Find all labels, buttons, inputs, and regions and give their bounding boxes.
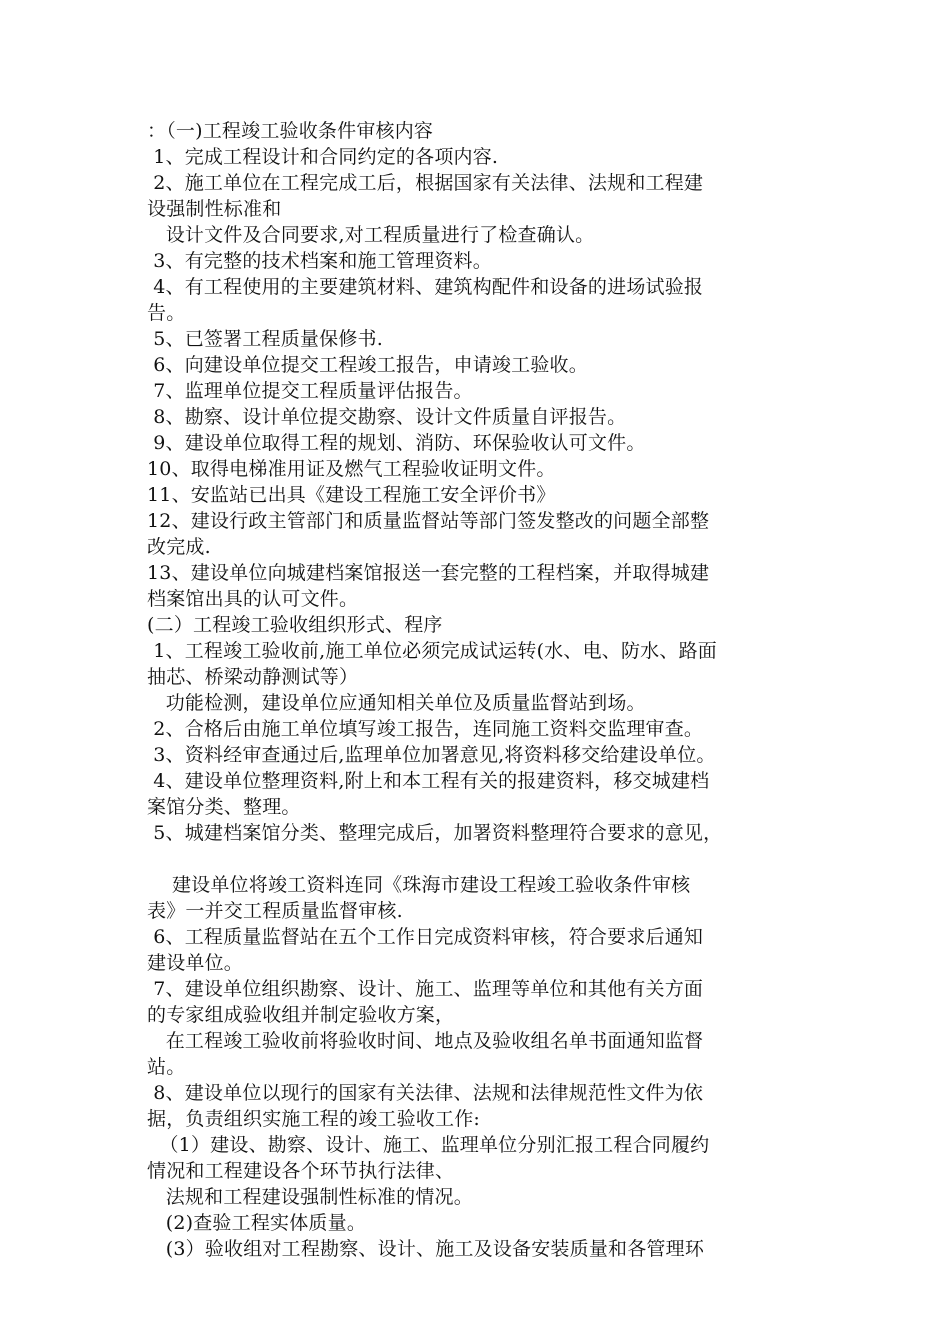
text-line: 4、建设单位整理资料,附上和本工程有关的报建资料，移交城建档 [147,770,710,792]
text-line: 10、取得电梯准用证及燃气工程验收证明文件。 [147,458,556,480]
text-line: (2)查验工程实体质量。 [147,1212,367,1234]
text-line: 在工程竣工验收前将验收时间、地点及验收组名单书面通知监督 [147,1030,704,1052]
text-line: 情况和工程建设各个环节执行法律、 [147,1160,455,1182]
text-line: 5、已签署工程质量保修书. [147,328,383,350]
text-line: （1）建设、勘察、设计、施工、监理单位分别汇报工程合同履约 [147,1134,710,1156]
text-line: 表》一并交工程质量监督审核. [147,900,403,922]
text-line: 法规和工程建设强制性标准的情况。 [147,1186,473,1208]
text-line: 13、建设单位向城建档案馆报送一套完整的工程档案，并取得城建 [147,562,710,584]
text-line: 的专家组成验收组并制定验收方案， [147,1004,455,1026]
text-line: 6、向建设单位提交工程竣工报告，申请竣工验收。 [147,354,588,376]
text-line: 2、合格后由施工单位填写竣工报告，连同施工资料交监理审查。 [147,718,704,740]
text-line: 2、施工单位在工程完成工后，根据国家有关法律、法规和工程建 [147,172,704,194]
section-heading-2: (二）工程竣工验收组织形式、程序 [147,614,443,636]
text-line: 3、有完整的技术档案和施工管理资料。 [147,250,492,272]
text-line: 12、建设行政主管部门和质量监督站等部门签发整改的问题全部整 [147,510,710,532]
text-line: 建设单位。 [147,952,244,974]
text-line: 站。 [147,1056,186,1078]
text-line: 11、安监站已出具《建设工程施工安全评价书》 [147,484,556,506]
text-line: 1、完成工程设计和合同约定的各项内容. [147,146,499,168]
text-line: 4、有工程使用的主要建筑材料、建筑构配件和设备的进场试验报 [147,276,704,298]
text-line: 抽芯、桥梁动静测试等） [147,666,359,688]
text-line: 6、工程质量监督站在五个工作日完成资料审核，符合要求后通知 [147,926,704,948]
text-line: 档案馆出具的认可文件。 [147,588,359,610]
text-line: 改完成. [147,536,211,558]
text-line: 9、建设单位取得工程的规划、消防、环保验收认可文件。 [147,432,646,454]
text-line: 7、监理单位提交工程质量评估报告。 [147,380,473,402]
text-line: 8、建设单位以现行的国家有关法律、法规和法律规范性文件为依 [147,1082,704,1104]
text-line: 设计文件及合同要求,对工程质量进行了检查确认。 [147,224,595,246]
text-line: 告。 [147,302,186,324]
text-line: 据，负责组织实施工程的竣工验收工作: [147,1108,481,1130]
text-line: 1、工程竣工验收前,施工单位必须完成试运转(水、电、防水、路面 [147,640,717,662]
text-line: 功能检测，建设单位应通知相关单位及质量监督站到场。 [147,692,646,714]
text-line: 7、建设单位组织勘察、设计、施工、监理等单位和其他有关方面 [147,978,704,1000]
blank-line [147,846,812,872]
text-line: 设强制性标准和 [147,198,282,220]
section-heading-1: ：（一)工程竣工验收条件审核内容 [147,120,434,142]
text-line: 3、资料经审查通过后,监理单位加署意见,将资料移交给建设单位。 [147,744,716,766]
text-line: (3）验收组对工程勘察、设计、施工及设备安装质量和各管理环 [147,1238,705,1260]
text-line: 8、勘察、设计单位提交勘察、设计文件质量自评报告。 [147,406,627,428]
text-line: 5、城建档案馆分类、整理完成后，加署资料整理符合要求的意见， [147,822,723,844]
document-body [147,118,812,1262]
text-line: 建设单位将竣工资料连同《珠海市建设工程竣工验收条件审核 [147,874,691,896]
text-line: 案馆分类、整理。 [147,796,301,818]
